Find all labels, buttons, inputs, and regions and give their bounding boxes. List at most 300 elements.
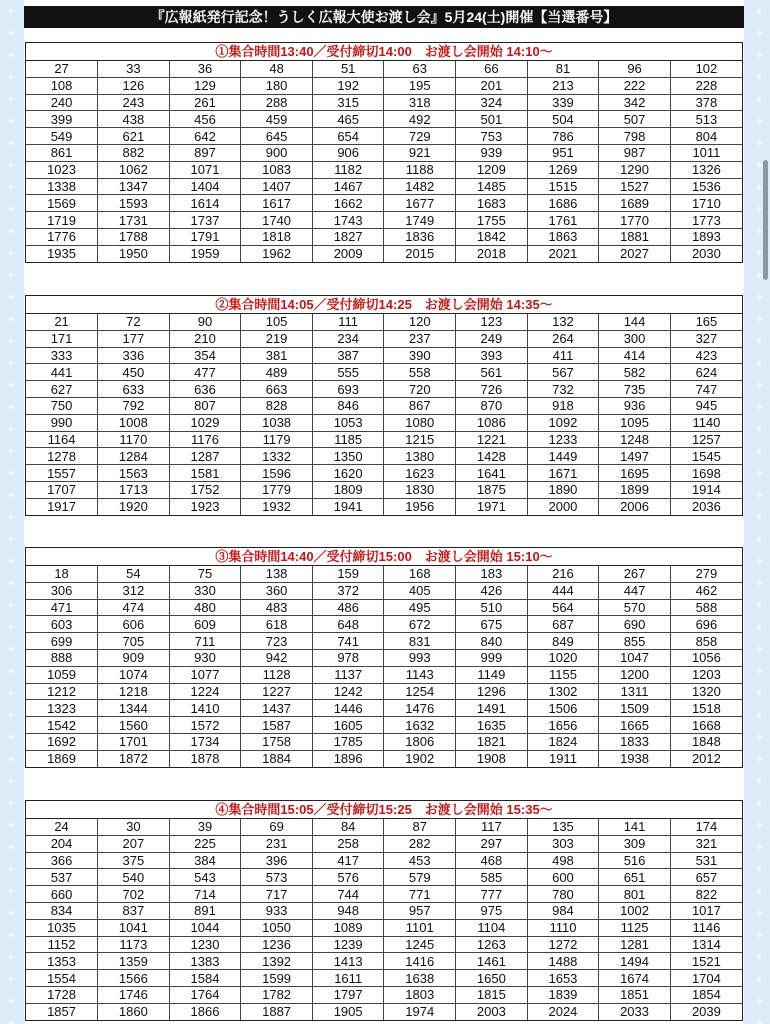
ticket-number: 1863 bbox=[527, 228, 599, 245]
table-row bbox=[26, 835, 742, 852]
ticket-number: 177 bbox=[98, 330, 170, 347]
ticket-number: 1893 bbox=[670, 228, 742, 245]
ticket-number: 234 bbox=[312, 330, 384, 347]
table-row bbox=[26, 852, 742, 869]
ticket-number: 633 bbox=[98, 381, 170, 398]
ticket-number: 1242 bbox=[312, 683, 384, 700]
ticket-number: 405 bbox=[384, 582, 456, 599]
ticket-number: 1782 bbox=[241, 986, 313, 1003]
ticket-number: 687 bbox=[527, 616, 599, 633]
ticket-number: 1566 bbox=[98, 970, 170, 987]
ticket-number: 282 bbox=[384, 835, 456, 852]
ticket-number: 339 bbox=[527, 94, 599, 111]
ticket-number: 1380 bbox=[384, 448, 456, 465]
ticket-number: 1920 bbox=[98, 498, 170, 514]
ticket-number: 792 bbox=[98, 397, 170, 414]
ticket-number: 453 bbox=[384, 852, 456, 869]
ticket-number: 939 bbox=[456, 144, 528, 161]
ticket-number: 1671 bbox=[527, 465, 599, 482]
ticket-number: 882 bbox=[98, 144, 170, 161]
ticket-number: 942 bbox=[241, 649, 313, 666]
ticket-number: 699 bbox=[26, 633, 98, 650]
ticket-number: 1593 bbox=[98, 195, 170, 212]
ticket-number: 192 bbox=[312, 77, 384, 94]
session-block-1 bbox=[25, 42, 743, 263]
ticket-number: 1476 bbox=[384, 700, 456, 717]
ticket-number: 117 bbox=[456, 819, 528, 835]
ticket-number: 1467 bbox=[312, 178, 384, 195]
ticket-number: 300 bbox=[599, 330, 671, 347]
table-row bbox=[26, 953, 742, 970]
ticket-number: 333 bbox=[26, 347, 98, 364]
table-row bbox=[26, 314, 742, 330]
ticket-number: 1830 bbox=[384, 481, 456, 498]
ticket-number: 36 bbox=[169, 61, 241, 77]
ticket-number: 330 bbox=[169, 582, 241, 599]
ticket-number: 126 bbox=[98, 77, 170, 94]
ticket-number: 1053 bbox=[312, 414, 384, 431]
ticket-number: 624 bbox=[670, 364, 742, 381]
ticket-number: 1971 bbox=[456, 498, 528, 514]
ticket-number: 249 bbox=[456, 330, 528, 347]
ticket-number: 1278 bbox=[26, 448, 98, 465]
ticket-number: 2006 bbox=[599, 498, 671, 514]
ticket-number: 1740 bbox=[241, 212, 313, 229]
ticket-number: 228 bbox=[670, 77, 742, 94]
ticket-number: 1866 bbox=[169, 1003, 241, 1019]
ticket-number: 570 bbox=[599, 599, 671, 616]
ticket-number: 1833 bbox=[599, 733, 671, 750]
session-block-4 bbox=[25, 800, 743, 1021]
ticket-number: 1617 bbox=[241, 195, 313, 212]
ticket-number: 501 bbox=[456, 111, 528, 128]
ticket-number: 1092 bbox=[527, 414, 599, 431]
ticket-number: 1809 bbox=[312, 481, 384, 498]
ticket-number: 834 bbox=[26, 902, 98, 919]
session-header: ①集合時間13:40／受付締切14:00 お渡し会開始 14:10〜 bbox=[26, 43, 742, 61]
ticket-number: 135 bbox=[527, 819, 599, 835]
ticket-number: 909 bbox=[98, 649, 170, 666]
ticket-number: 936 bbox=[599, 397, 671, 414]
ticket-number: 1821 bbox=[456, 733, 528, 750]
ticket-number: 1515 bbox=[527, 178, 599, 195]
ticket-number: 627 bbox=[26, 381, 98, 398]
ticket-number: 1497 bbox=[599, 448, 671, 465]
ticket-number: 393 bbox=[456, 347, 528, 364]
ticket-number: 1182 bbox=[312, 161, 384, 178]
ticket-number: 1743 bbox=[312, 212, 384, 229]
ticket-number: 660 bbox=[26, 886, 98, 903]
ticket-number: 1851 bbox=[599, 986, 671, 1003]
ticket-number: 2024 bbox=[527, 1003, 599, 1019]
ticket-number: 456 bbox=[169, 111, 241, 128]
table-row bbox=[26, 397, 742, 414]
ticket-number: 1146 bbox=[670, 919, 742, 936]
ticket-number: 1221 bbox=[456, 431, 528, 448]
ticket-number: 1692 bbox=[26, 733, 98, 750]
ticket-number: 804 bbox=[670, 128, 742, 145]
ticket-number: 1770 bbox=[599, 212, 671, 229]
ticket-number: 1521 bbox=[670, 953, 742, 970]
ticket-number: 21 bbox=[26, 314, 98, 330]
ticket-number: 1416 bbox=[384, 953, 456, 970]
ticket-number: 1734 bbox=[169, 733, 241, 750]
ticket-number: 111 bbox=[312, 314, 384, 330]
ticket-number: 84 bbox=[312, 819, 384, 835]
ticket-number: 840 bbox=[456, 633, 528, 650]
ticket-number: 1164 bbox=[26, 431, 98, 448]
ticket-number: 1902 bbox=[384, 750, 456, 766]
ticket-number: 1755 bbox=[456, 212, 528, 229]
table-row bbox=[26, 683, 742, 700]
ticket-number: 159 bbox=[312, 566, 384, 582]
ticket-number: 1128 bbox=[241, 666, 313, 683]
ticket-number: 1491 bbox=[456, 700, 528, 717]
ticket-number: 651 bbox=[599, 869, 671, 886]
ticket-number: 216 bbox=[527, 566, 599, 582]
ticket-number: 1245 bbox=[384, 936, 456, 953]
table-row bbox=[26, 733, 742, 750]
ticket-number: 828 bbox=[241, 397, 313, 414]
ticket-number: 2015 bbox=[384, 245, 456, 261]
ticket-number: 1050 bbox=[241, 919, 313, 936]
ticket-number: 720 bbox=[384, 381, 456, 398]
ticket-number: 1488 bbox=[527, 953, 599, 970]
ticket-number: 1746 bbox=[98, 986, 170, 1003]
ticket-number: 573 bbox=[241, 869, 313, 886]
ticket-number: 489 bbox=[241, 364, 313, 381]
ticket-number: 1956 bbox=[384, 498, 456, 514]
ticket-number: 1077 bbox=[169, 666, 241, 683]
ticket-number: 744 bbox=[312, 886, 384, 903]
ticket-number: 1881 bbox=[599, 228, 671, 245]
ticket-number: 696 bbox=[670, 616, 742, 633]
ticket-number: 72 bbox=[98, 314, 170, 330]
ticket-number: 1074 bbox=[98, 666, 170, 683]
ticket-number: 1332 bbox=[241, 448, 313, 465]
ticket-number: 729 bbox=[384, 128, 456, 145]
ticket-number: 315 bbox=[312, 94, 384, 111]
ticket-number: 1041 bbox=[98, 919, 170, 936]
ticket-number: 174 bbox=[670, 819, 742, 835]
table-row bbox=[26, 228, 742, 245]
ticket-number: 441 bbox=[26, 364, 98, 381]
ticket-number: 891 bbox=[169, 902, 241, 919]
ticket-number: 1950 bbox=[98, 245, 170, 261]
ticket-number: 474 bbox=[98, 599, 170, 616]
ticket-number: 1302 bbox=[527, 683, 599, 700]
ticket-number: 1641 bbox=[456, 465, 528, 482]
table-row bbox=[26, 1003, 742, 1019]
ticket-number: 636 bbox=[169, 381, 241, 398]
ticket-number: 2018 bbox=[456, 245, 528, 261]
ticket-number: 558 bbox=[384, 364, 456, 381]
ticket-number: 618 bbox=[241, 616, 313, 633]
ticket-number: 231 bbox=[241, 835, 313, 852]
ticket-number: 1773 bbox=[670, 212, 742, 229]
ticket-number: 1080 bbox=[384, 414, 456, 431]
table-row bbox=[26, 128, 742, 145]
ticket-number: 1011 bbox=[670, 144, 742, 161]
table-row bbox=[26, 111, 742, 128]
ticket-number: 1917 bbox=[26, 498, 98, 514]
ticket-number: 705 bbox=[98, 633, 170, 650]
ticket-number: 987 bbox=[599, 144, 671, 161]
ticket-number: 900 bbox=[241, 144, 313, 161]
ticket-number: 306 bbox=[26, 582, 98, 599]
ticket-number: 63 bbox=[384, 61, 456, 77]
session-block-3 bbox=[25, 547, 743, 768]
table-row bbox=[26, 381, 742, 398]
ticket-number: 1728 bbox=[26, 986, 98, 1003]
ticket-number: 861 bbox=[26, 144, 98, 161]
table-row bbox=[26, 566, 742, 582]
ticket-number: 672 bbox=[384, 616, 456, 633]
ticket-number: 642 bbox=[169, 128, 241, 145]
number-table bbox=[26, 61, 742, 262]
ticket-number: 1638 bbox=[384, 970, 456, 987]
ticket-number: 945 bbox=[670, 397, 742, 414]
ticket-number: 1653 bbox=[527, 970, 599, 987]
ticket-number: 1200 bbox=[599, 666, 671, 683]
ticket-number: 1872 bbox=[98, 750, 170, 766]
ticket-number: 1263 bbox=[456, 936, 528, 953]
ticket-number: 930 bbox=[169, 649, 241, 666]
ticket-number: 1614 bbox=[169, 195, 241, 212]
ticket-number: 132 bbox=[527, 314, 599, 330]
ticket-number: 1494 bbox=[599, 953, 671, 970]
ticket-number: 735 bbox=[599, 381, 671, 398]
ticket-number: 1869 bbox=[26, 750, 98, 766]
number-table bbox=[26, 566, 742, 767]
ticket-number: 90 bbox=[169, 314, 241, 330]
ticket-number: 564 bbox=[527, 599, 599, 616]
table-row bbox=[26, 582, 742, 599]
ticket-number: 417 bbox=[312, 852, 384, 869]
ticket-number: 1815 bbox=[456, 986, 528, 1003]
ticket-number: 675 bbox=[456, 616, 528, 633]
ticket-number: 1017 bbox=[670, 902, 742, 919]
ticket-number: 1611 bbox=[312, 970, 384, 987]
ticket-number: 375 bbox=[98, 852, 170, 869]
ticket-number: 354 bbox=[169, 347, 241, 364]
ticket-number: 1326 bbox=[670, 161, 742, 178]
ticket-number: 360 bbox=[241, 582, 313, 599]
ticket-number: 1764 bbox=[169, 986, 241, 1003]
ticket-number: 1290 bbox=[599, 161, 671, 178]
ticket-number: 30 bbox=[98, 819, 170, 835]
ticket-number: 1974 bbox=[384, 1003, 456, 1019]
ticket-number: 648 bbox=[312, 616, 384, 633]
ticket-number: 1413 bbox=[312, 953, 384, 970]
ticket-number: 2021 bbox=[527, 245, 599, 261]
ticket-number: 309 bbox=[599, 835, 671, 852]
ticket-number: 1824 bbox=[527, 733, 599, 750]
ticket-number: 750 bbox=[26, 397, 98, 414]
ticket-number: 450 bbox=[98, 364, 170, 381]
ticket-number: 1347 bbox=[98, 178, 170, 195]
ticket-number: 459 bbox=[241, 111, 313, 128]
ticket-number: 1791 bbox=[169, 228, 241, 245]
ticket-number: 621 bbox=[98, 128, 170, 145]
ticket-number: 1935 bbox=[26, 245, 98, 261]
ticket-number: 1083 bbox=[241, 161, 313, 178]
ticket-number: 324 bbox=[456, 94, 528, 111]
ticket-number: 1761 bbox=[527, 212, 599, 229]
ticket-number: 120 bbox=[384, 314, 456, 330]
ticket-number: 138 bbox=[241, 566, 313, 582]
ticket-number: 288 bbox=[241, 94, 313, 111]
ticket-number: 336 bbox=[98, 347, 170, 364]
table-row bbox=[26, 902, 742, 919]
ticket-number: 498 bbox=[527, 852, 599, 869]
table-row bbox=[26, 161, 742, 178]
ticket-number: 27 bbox=[26, 61, 98, 77]
ticket-number: 261 bbox=[169, 94, 241, 111]
ticket-number: 1125 bbox=[599, 919, 671, 936]
ticket-number: 1209 bbox=[456, 161, 528, 178]
session-header: ②集合時間14:05／受付締切14:25 お渡し会開始 14:35〜 bbox=[26, 296, 742, 314]
ticket-number: 225 bbox=[169, 835, 241, 852]
table-row bbox=[26, 448, 742, 465]
ticket-number: 1254 bbox=[384, 683, 456, 700]
ticket-number: 1233 bbox=[527, 431, 599, 448]
table-row bbox=[26, 330, 742, 347]
table-row bbox=[26, 616, 742, 633]
ticket-number: 468 bbox=[456, 852, 528, 869]
ticket-number: 1407 bbox=[241, 178, 313, 195]
ticket-number: 219 bbox=[241, 330, 313, 347]
ticket-number: 102 bbox=[670, 61, 742, 77]
ticket-number: 1806 bbox=[384, 733, 456, 750]
ticket-number: 1104 bbox=[456, 919, 528, 936]
ticket-number: 1932 bbox=[241, 498, 313, 514]
ticket-number: 948 bbox=[312, 902, 384, 919]
ticket-number: 105 bbox=[241, 314, 313, 330]
table-row bbox=[26, 431, 742, 448]
ticket-number: 66 bbox=[456, 61, 528, 77]
ticket-number: 342 bbox=[599, 94, 671, 111]
ticket-number: 204 bbox=[26, 835, 98, 852]
ticket-number: 237 bbox=[384, 330, 456, 347]
ticket-number: 897 bbox=[169, 144, 241, 161]
ticket-number: 1884 bbox=[241, 750, 313, 766]
ticket-number: 1887 bbox=[241, 1003, 313, 1019]
session-header: ④集合時間15:05／受付締切15:25 お渡し会開始 15:35〜 bbox=[26, 801, 742, 819]
ticket-number: 1320 bbox=[670, 683, 742, 700]
ticket-number: 390 bbox=[384, 347, 456, 364]
ticket-number: 975 bbox=[456, 902, 528, 919]
ticket-number: 1224 bbox=[169, 683, 241, 700]
table-row bbox=[26, 886, 742, 903]
ticket-number: 1662 bbox=[312, 195, 384, 212]
ticket-number: 486 bbox=[312, 599, 384, 616]
page-title: 『広報紙発行記念！うしく広報大使お渡し会』5月24(土)開催【当選番号】 bbox=[24, 6, 744, 28]
ticket-number: 1803 bbox=[384, 986, 456, 1003]
table-row bbox=[26, 61, 742, 77]
table-row bbox=[26, 245, 742, 261]
ticket-number: 585 bbox=[456, 869, 528, 886]
ticket-number: 1170 bbox=[98, 431, 170, 448]
ticket-number: 207 bbox=[98, 835, 170, 852]
table-row bbox=[26, 498, 742, 514]
ticket-number: 2003 bbox=[456, 1003, 528, 1019]
ticket-number: 1557 bbox=[26, 465, 98, 482]
ticket-number: 798 bbox=[599, 128, 671, 145]
ticket-number: 1023 bbox=[26, 161, 98, 178]
ticket-number: 777 bbox=[456, 886, 528, 903]
ticket-number: 1752 bbox=[169, 481, 241, 498]
ticket-number: 240 bbox=[26, 94, 98, 111]
ticket-number: 1149 bbox=[456, 666, 528, 683]
ticket-number: 1059 bbox=[26, 666, 98, 683]
ticket-number: 510 bbox=[456, 599, 528, 616]
ticket-number: 243 bbox=[98, 94, 170, 111]
ticket-number: 480 bbox=[169, 599, 241, 616]
ticket-number: 1203 bbox=[670, 666, 742, 683]
ticket-number: 414 bbox=[599, 347, 671, 364]
ticket-number: 423 bbox=[670, 347, 742, 364]
ticket-number: 1038 bbox=[241, 414, 313, 431]
ticket-number: 195 bbox=[384, 77, 456, 94]
ticket-number: 129 bbox=[169, 77, 241, 94]
ticket-number: 411 bbox=[527, 347, 599, 364]
table-row bbox=[26, 869, 742, 886]
scrollbar[interactable] bbox=[763, 160, 768, 280]
ticket-number: 1536 bbox=[670, 178, 742, 195]
ticket-number: 846 bbox=[312, 397, 384, 414]
ticket-number: 1056 bbox=[670, 649, 742, 666]
ticket-number: 714 bbox=[169, 886, 241, 903]
ticket-number: 1404 bbox=[169, 178, 241, 195]
ticket-number: 1137 bbox=[312, 666, 384, 683]
ticket-number: 555 bbox=[312, 364, 384, 381]
ticket-number: 213 bbox=[527, 77, 599, 94]
table-row bbox=[26, 481, 742, 498]
ticket-number: 849 bbox=[527, 633, 599, 650]
ticket-number: 1344 bbox=[98, 700, 170, 717]
ticket-number: 1449 bbox=[527, 448, 599, 465]
ticket-number: 1905 bbox=[312, 1003, 384, 1019]
table-row bbox=[26, 919, 742, 936]
ticket-number: 1665 bbox=[599, 717, 671, 734]
ticket-number: 1776 bbox=[26, 228, 98, 245]
ticket-number: 1839 bbox=[527, 986, 599, 1003]
ticket-number: 387 bbox=[312, 347, 384, 364]
ticket-number: 1044 bbox=[169, 919, 241, 936]
session-header: ③集合時間14:40／受付締切15:00 お渡し会開始 15:10〜 bbox=[26, 548, 742, 566]
ticket-number: 1857 bbox=[26, 1003, 98, 1019]
ticket-number: 822 bbox=[670, 886, 742, 903]
ticket-number: 984 bbox=[527, 902, 599, 919]
table-row bbox=[26, 465, 742, 482]
ticket-number: 165 bbox=[670, 314, 742, 330]
ticket-number: 2000 bbox=[527, 498, 599, 514]
ticket-number: 1212 bbox=[26, 683, 98, 700]
ticket-number: 69 bbox=[241, 819, 313, 835]
ticket-number: 2027 bbox=[599, 245, 671, 261]
table-row bbox=[26, 717, 742, 734]
ticket-number: 1230 bbox=[169, 936, 241, 953]
ticket-number: 567 bbox=[527, 364, 599, 381]
ticket-number: 579 bbox=[384, 869, 456, 886]
ticket-number: 837 bbox=[98, 902, 170, 919]
ticket-number: 732 bbox=[527, 381, 599, 398]
ticket-number: 1410 bbox=[169, 700, 241, 717]
ticket-number: 327 bbox=[670, 330, 742, 347]
ticket-number: 1707 bbox=[26, 481, 98, 498]
ticket-number: 1110 bbox=[527, 919, 599, 936]
